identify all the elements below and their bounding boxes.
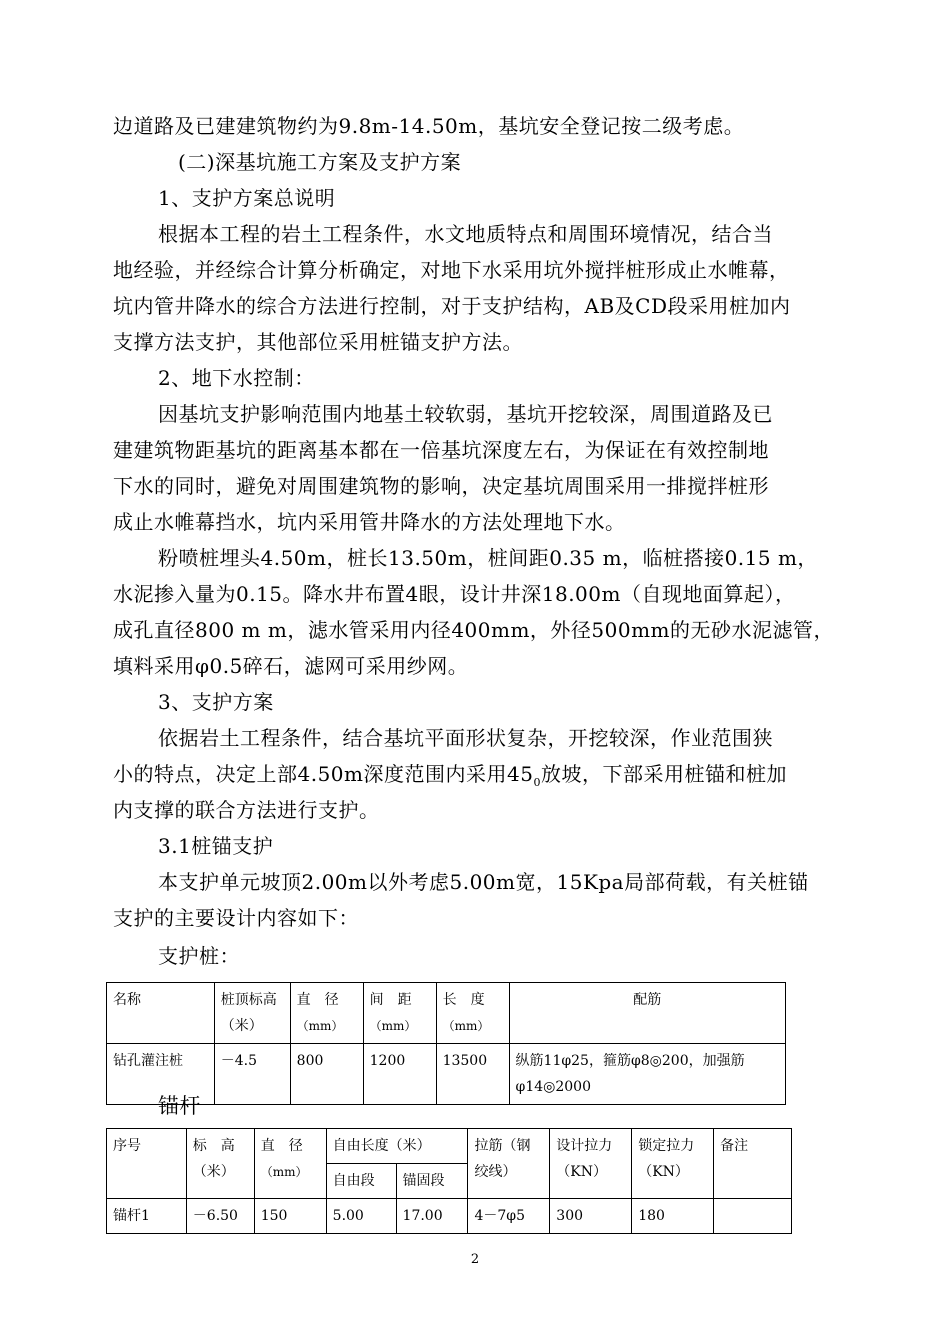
table-header-row xyxy=(107,983,786,1044)
header-text: 设计拉力 xyxy=(556,1138,613,1154)
header-unit: （mm） xyxy=(442,1019,490,1033)
table-header-cell: 名称 xyxy=(107,983,215,1044)
paragraph-line: 依据岩土工程条件，结合基坑平面形状复杂，开挖较深，作业范围狭 xyxy=(158,726,773,750)
table-row xyxy=(107,1199,792,1234)
table-header-row xyxy=(107,1129,792,1164)
table-header-cell xyxy=(436,983,509,1044)
header-text: 间 距 xyxy=(369,992,412,1008)
table-cell: 5.00 xyxy=(326,1199,396,1234)
degree-subscript: 0 xyxy=(533,776,541,789)
paragraph-line: 地经验，并经综合计算分析确定，对地下水采用坑外搅拌桩形成止水帷幕， xyxy=(113,258,790,282)
table-header-cell: 配筋 xyxy=(509,983,785,1044)
table-cell: －6.50 xyxy=(186,1199,254,1234)
header-text: 锁定拉力 xyxy=(638,1138,695,1154)
table-header-cell: 自由长度（米） xyxy=(326,1129,468,1164)
table-cell: 180 xyxy=(632,1199,714,1234)
header-unit: （mm） xyxy=(296,1019,344,1033)
header-text: 长 度 xyxy=(442,992,485,1008)
table-cell: 钻孔灌注桩 xyxy=(107,1044,215,1105)
table-header-cell xyxy=(632,1129,714,1199)
paragraph-line: 成止水帷幕挡水，坑内采用管井降水的方法处理地下水。 xyxy=(113,510,626,534)
header-text: 标 高 xyxy=(192,1138,235,1154)
header-unit: （mm） xyxy=(260,1165,308,1179)
table-cell: 1200 xyxy=(363,1044,436,1105)
table-cell: 800 xyxy=(290,1044,363,1105)
table-cell: －4.5 xyxy=(214,1044,290,1105)
table-cell: 纵筋11φ25，箍筋φ8◎200，加强筋φ14◎2000 xyxy=(509,1044,785,1105)
table-cell: 13500 xyxy=(436,1044,509,1105)
paragraph-line: 坑内管井降水的综合方法进行控制，对于支护结构，AB及CD段采用桩加内 xyxy=(113,294,791,318)
page-number: 2 xyxy=(470,1252,480,1267)
header-unit: （mm） xyxy=(369,1019,417,1033)
paragraph-line: 内支撑的联合方法进行支护。 xyxy=(113,798,380,822)
anchor-table xyxy=(106,1128,792,1234)
paragraph-line: 本支护单元坡顶2.00m以外考虑5.00m宽，15Kpa局部荷载，有关桩锚 xyxy=(158,870,809,894)
table-header-cell: 自由段 xyxy=(326,1164,396,1199)
paragraph-line: 水泥掺入量为0.15。降水井布置4眼，设计井深18.00m（自现地面算起）， xyxy=(113,582,796,606)
paragraph-line: 下水的同时，避免对周围建筑物的影响，决定基坑周围采用一排搅拌桩形 xyxy=(113,474,769,498)
table-cell: 4－7φ5 xyxy=(468,1199,550,1234)
paragraph-line: 粉喷桩埋头4.50m，桩长13.50m，桩间距0.35 m，临桩搭接0.15 m， xyxy=(158,546,818,570)
table-cell: 150 xyxy=(254,1199,326,1234)
paragraph-line: 成孔直径800 m m，滤水管采用内径400mm，外径500mm的无砂水泥滤管， xyxy=(113,618,835,642)
table-row xyxy=(107,1044,786,1105)
pile-table xyxy=(106,982,786,1105)
paragraph-line: 支撑方法支护，其他部位采用桩锚支护方法。 xyxy=(113,330,523,354)
paragraph-line: 边道路及已建建筑物约为9.8m-14.50m，基坑安全登记按二级考虑。 xyxy=(113,114,745,138)
subsection-heading: 3、支护方案 xyxy=(158,690,274,714)
header-text: 直 径 xyxy=(296,992,339,1008)
table-header-cell: 桩顶标高（米） xyxy=(214,983,290,1044)
table-cell: 17.00 xyxy=(396,1199,468,1234)
header-unit: （KN） xyxy=(556,1164,608,1180)
table-header-cell xyxy=(254,1129,326,1199)
table-caption: 支护桩： xyxy=(158,944,240,968)
paragraph-line: 支护的主要设计内容如下： xyxy=(113,906,359,930)
paragraph-text: 放坡，下部采用桩锚和桩加 xyxy=(540,762,787,786)
table-header-cell: 锚固段 xyxy=(396,1164,468,1199)
table-cell: 300 xyxy=(550,1199,632,1234)
table-header-cell xyxy=(186,1129,254,1199)
paragraph-line: 建建筑物距基坑的距离基本都在一倍基坑深度左右，为保证在有效控制地 xyxy=(113,438,769,462)
subsection-heading: 1、支护方案总说明 xyxy=(158,186,336,210)
paragraph-line: 填料采用φ0.5碎石，滤网可采用纱网。 xyxy=(113,654,469,678)
section-heading: (二)深基坑施工方案及支护方案 xyxy=(178,150,462,174)
table-header-cell xyxy=(550,1129,632,1199)
header-text: 直 径 xyxy=(260,1138,303,1154)
table-header-cell: 备注 xyxy=(714,1129,792,1199)
table-header-cell xyxy=(363,983,436,1044)
table-header-cell: 序号 xyxy=(107,1129,187,1199)
paragraph-line: 因基坑支护影响范围内地基土较软弱，基坑开挖较深，周围道路及已 xyxy=(158,402,773,426)
table-cell xyxy=(714,1199,792,1234)
subsection-heading: 2、地下水控制： xyxy=(158,366,315,390)
table-cell: 锚杆1 xyxy=(107,1199,187,1234)
header-unit: （米） xyxy=(192,1164,235,1180)
table-header-cell xyxy=(290,983,363,1044)
table-caption: 锚杆 xyxy=(158,1094,201,1118)
paragraph-text: 小的特点，决定上部4.50m深度范围内采用45 xyxy=(113,762,534,786)
subsection-heading: 3.1桩锚支护 xyxy=(158,834,274,858)
header-unit: （KN） xyxy=(638,1164,689,1180)
table-header-cell: 拉筋（钢绞线） xyxy=(468,1129,550,1199)
paragraph-line: 根据本工程的岩土工程条件，水文地质特点和周围环境情况，结合当 xyxy=(158,222,773,246)
